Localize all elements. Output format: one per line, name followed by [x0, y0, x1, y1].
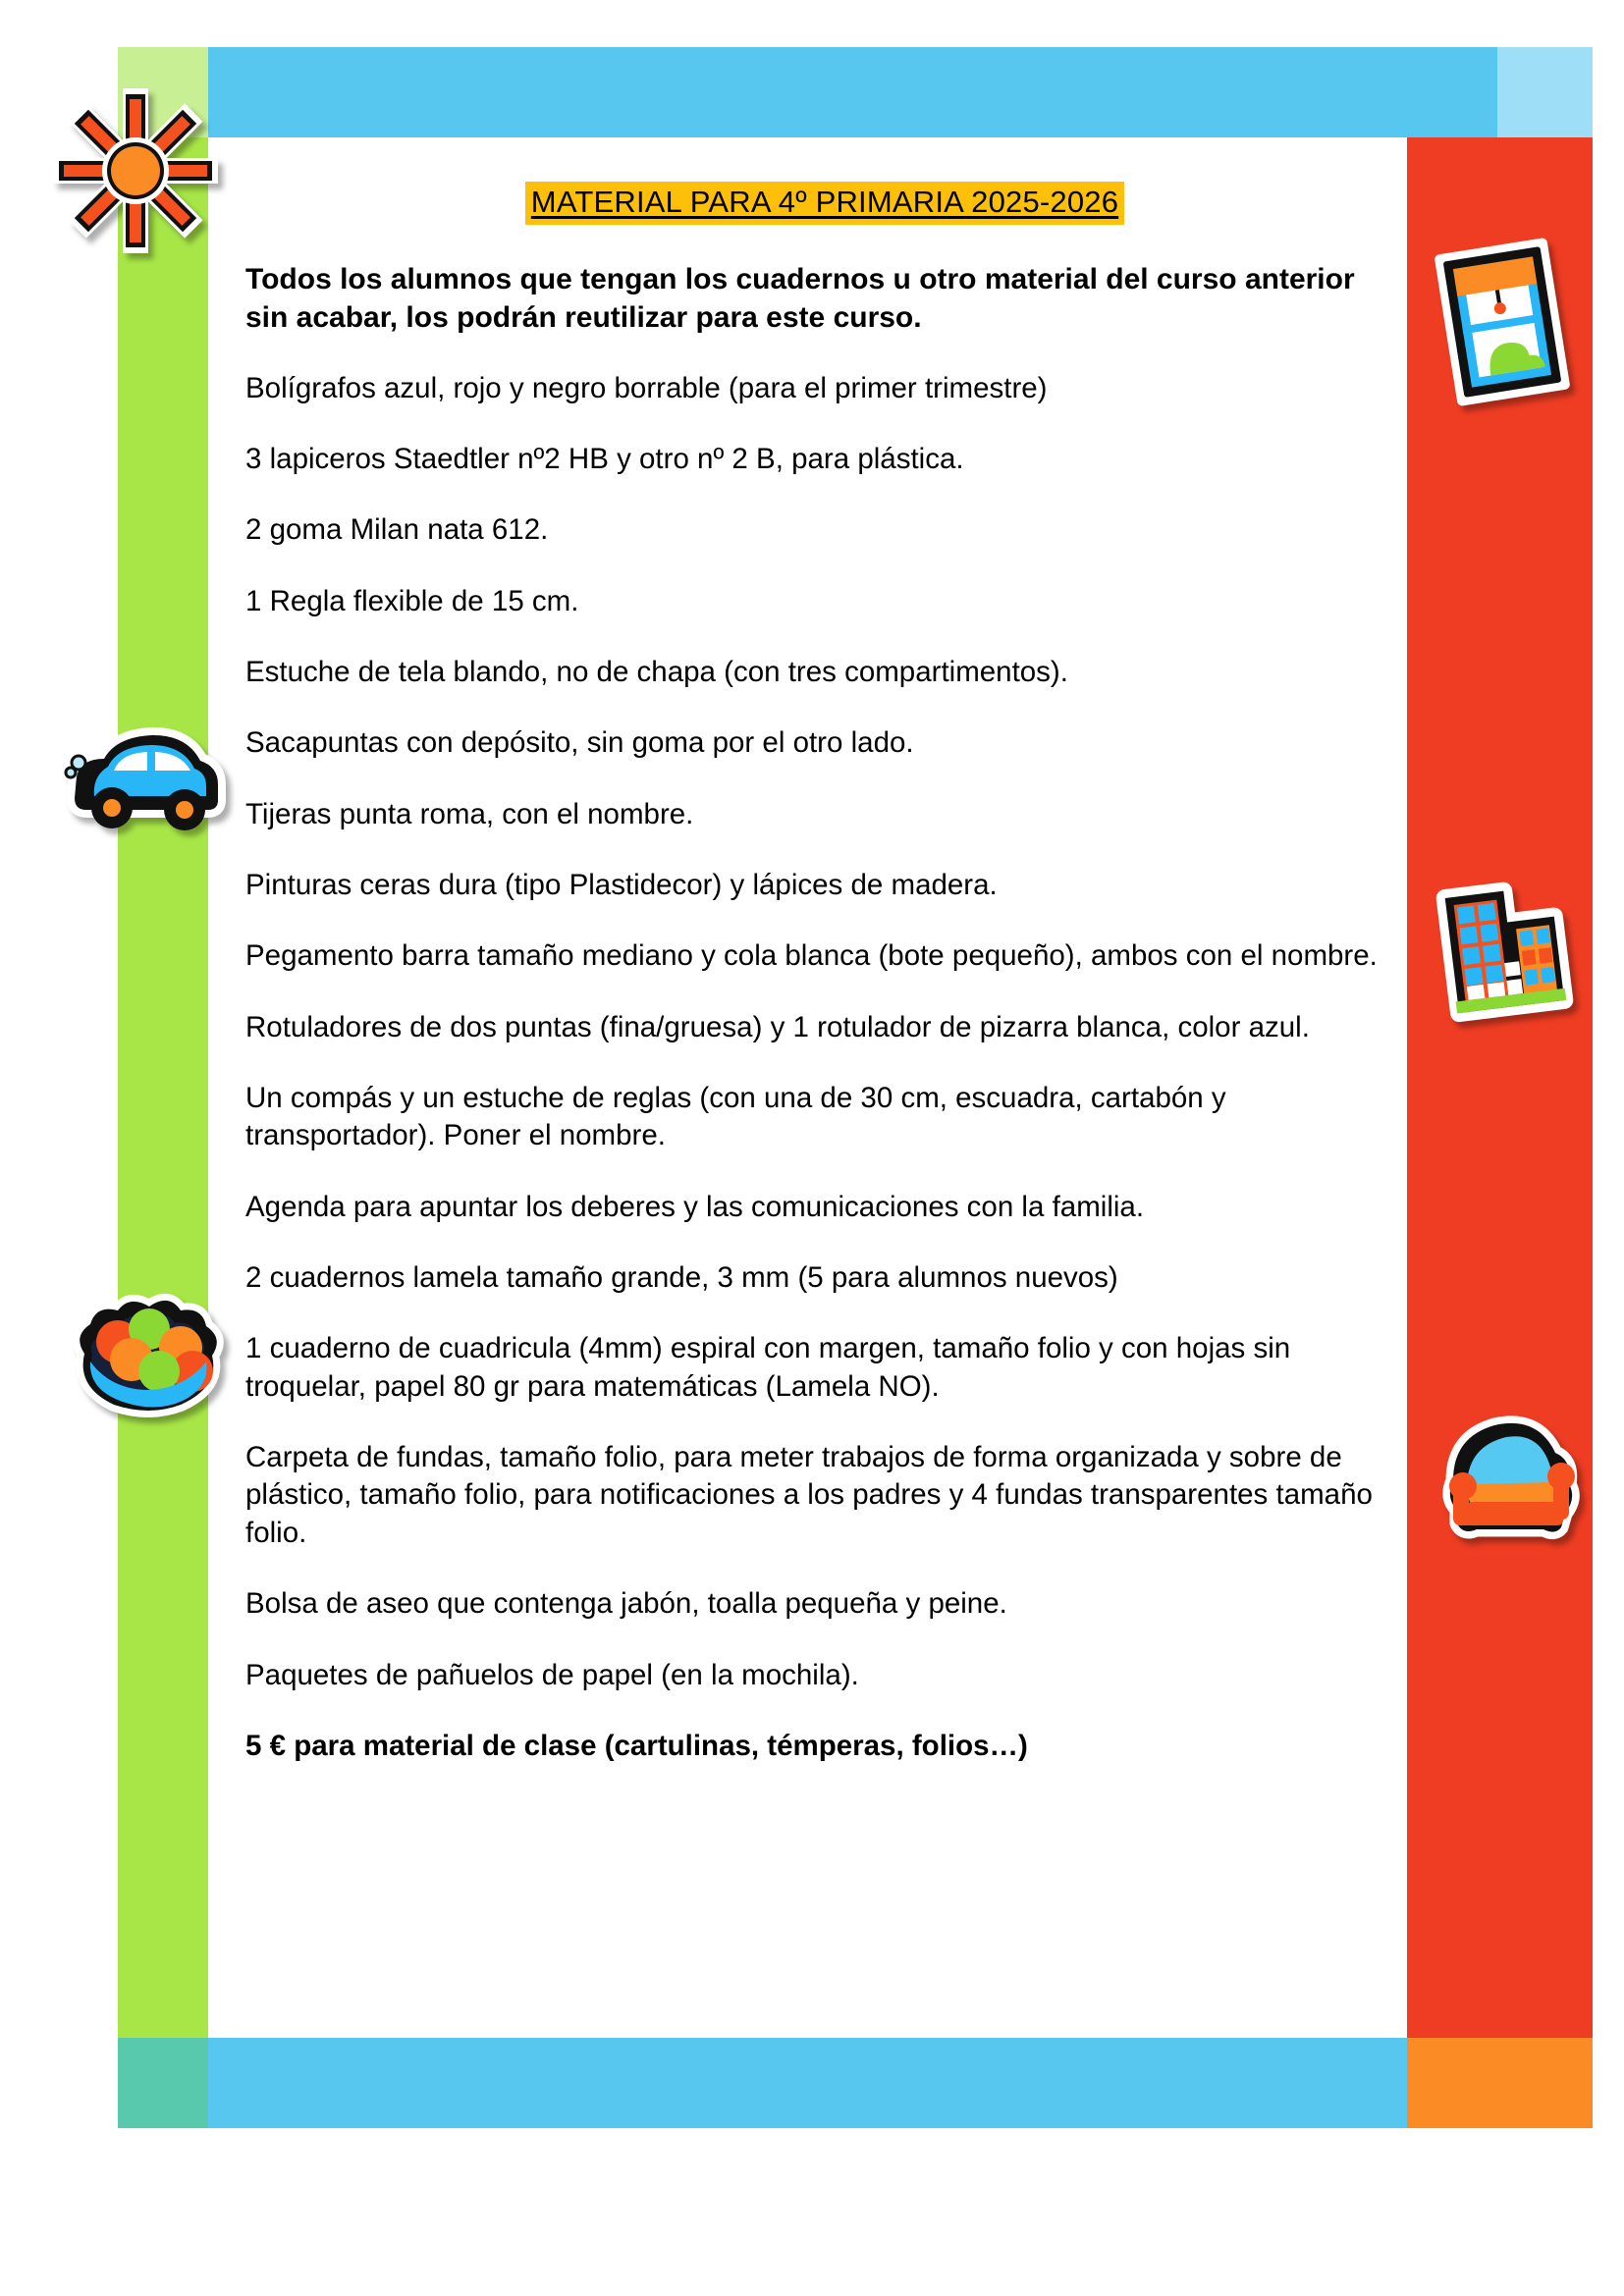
border-corner-bottom-left [118, 2038, 208, 2128]
border-band-top [208, 47, 1497, 137]
material-item: Bolsa de aseo que contenga jabón, toalla pequeña y peine. [245, 1587, 1007, 1621]
border-band-right [1407, 137, 1593, 2038]
material-item: Bolígrafos azul, rojo y negro borrable (para el primer trimestre) [245, 371, 1048, 404]
material-item: 5 € para material de clase (cartulinas, témperas, folios…) [245, 1729, 1028, 1762]
material-item: Pinturas ceras dura (tipo Plastidecor) y lápices de madera. [245, 869, 998, 902]
material-item: 1 cuaderno de cuadricula (4mm) espiral con margen, tamaño folio y con hojas sin troquelar, papel 80 gr para matemáticas (Lamela NO). [245, 1332, 1291, 1403]
sun-icon [47, 84, 224, 256]
page-title: MATERIAL PARA 4º PRIMARIA 2025-2026 [525, 182, 1124, 225]
material-item: Paquetes de pañuelos de papel (en la mochila). [245, 1658, 859, 1691]
material-item: Estuche de tela blando, no de chapa (con tres compartimentos). [245, 656, 1068, 689]
material-item: Un compás y un estuche de reglas (con una de 30 cm, escuadra, cartabón y transportador). Poner el nombre. [245, 1082, 1226, 1152]
material-item: 2 cuadernos lamela tamaño grande, 3 mm (5 para alumnos nuevos) [245, 1261, 1118, 1295]
material-item: Rotuladores de dos puntas (fina/gruesa) y 1 rotulador de pizarra blanca, color azul. [245, 1010, 1310, 1043]
buildings-icon [1426, 862, 1583, 1029]
car-icon [57, 700, 234, 837]
border-corner-bottom-right [1407, 2038, 1593, 2128]
material-item: Sacapuntas con depósito, sin goma por el otro lado. [245, 726, 914, 760]
material-item: Tijeras punta roma, con el nombre. [245, 797, 694, 830]
border-band-bottom [208, 2038, 1407, 2128]
window-icon [1424, 234, 1581, 410]
material-item: Carpeta de fundas, tamaño folio, para meter trabajos de forma organizada y sobre de plástico, tamaño folio, para notificaciones a los padres y 4 fundas transparentes tamaño folio. [245, 1441, 1373, 1549]
material-item: 3 lapiceros Staedtler nº2 HB y otro nº 2 B, para plástica. [245, 442, 964, 475]
fruit-bowl-icon [57, 1289, 234, 1426]
material-items-list [245, 370, 1404, 1766]
border-band-left [118, 137, 208, 2038]
page-title-container [245, 182, 1404, 225]
lead-paragraph: Todos los alumnos que tengan los cuadernos u otro material del curso anterior sin acabar, los podrán reutilizar para este curso. [245, 262, 1355, 334]
border-corner-top-right [1497, 47, 1593, 137]
document-body [245, 182, 1404, 1765]
material-item: Agenda para apuntar los deberes y las comunicaciones con la familia. [245, 1190, 1145, 1223]
material-item: 2 goma Milan nata 612. [245, 513, 549, 547]
material-item: 1 Regla flexible de 15 cm. [245, 584, 579, 617]
sofa-icon [1426, 1394, 1583, 1551]
material-item: Pegamento barra tamaño mediano y cola blanca (bote pequeño), ambos con el nombre. [245, 939, 1378, 973]
